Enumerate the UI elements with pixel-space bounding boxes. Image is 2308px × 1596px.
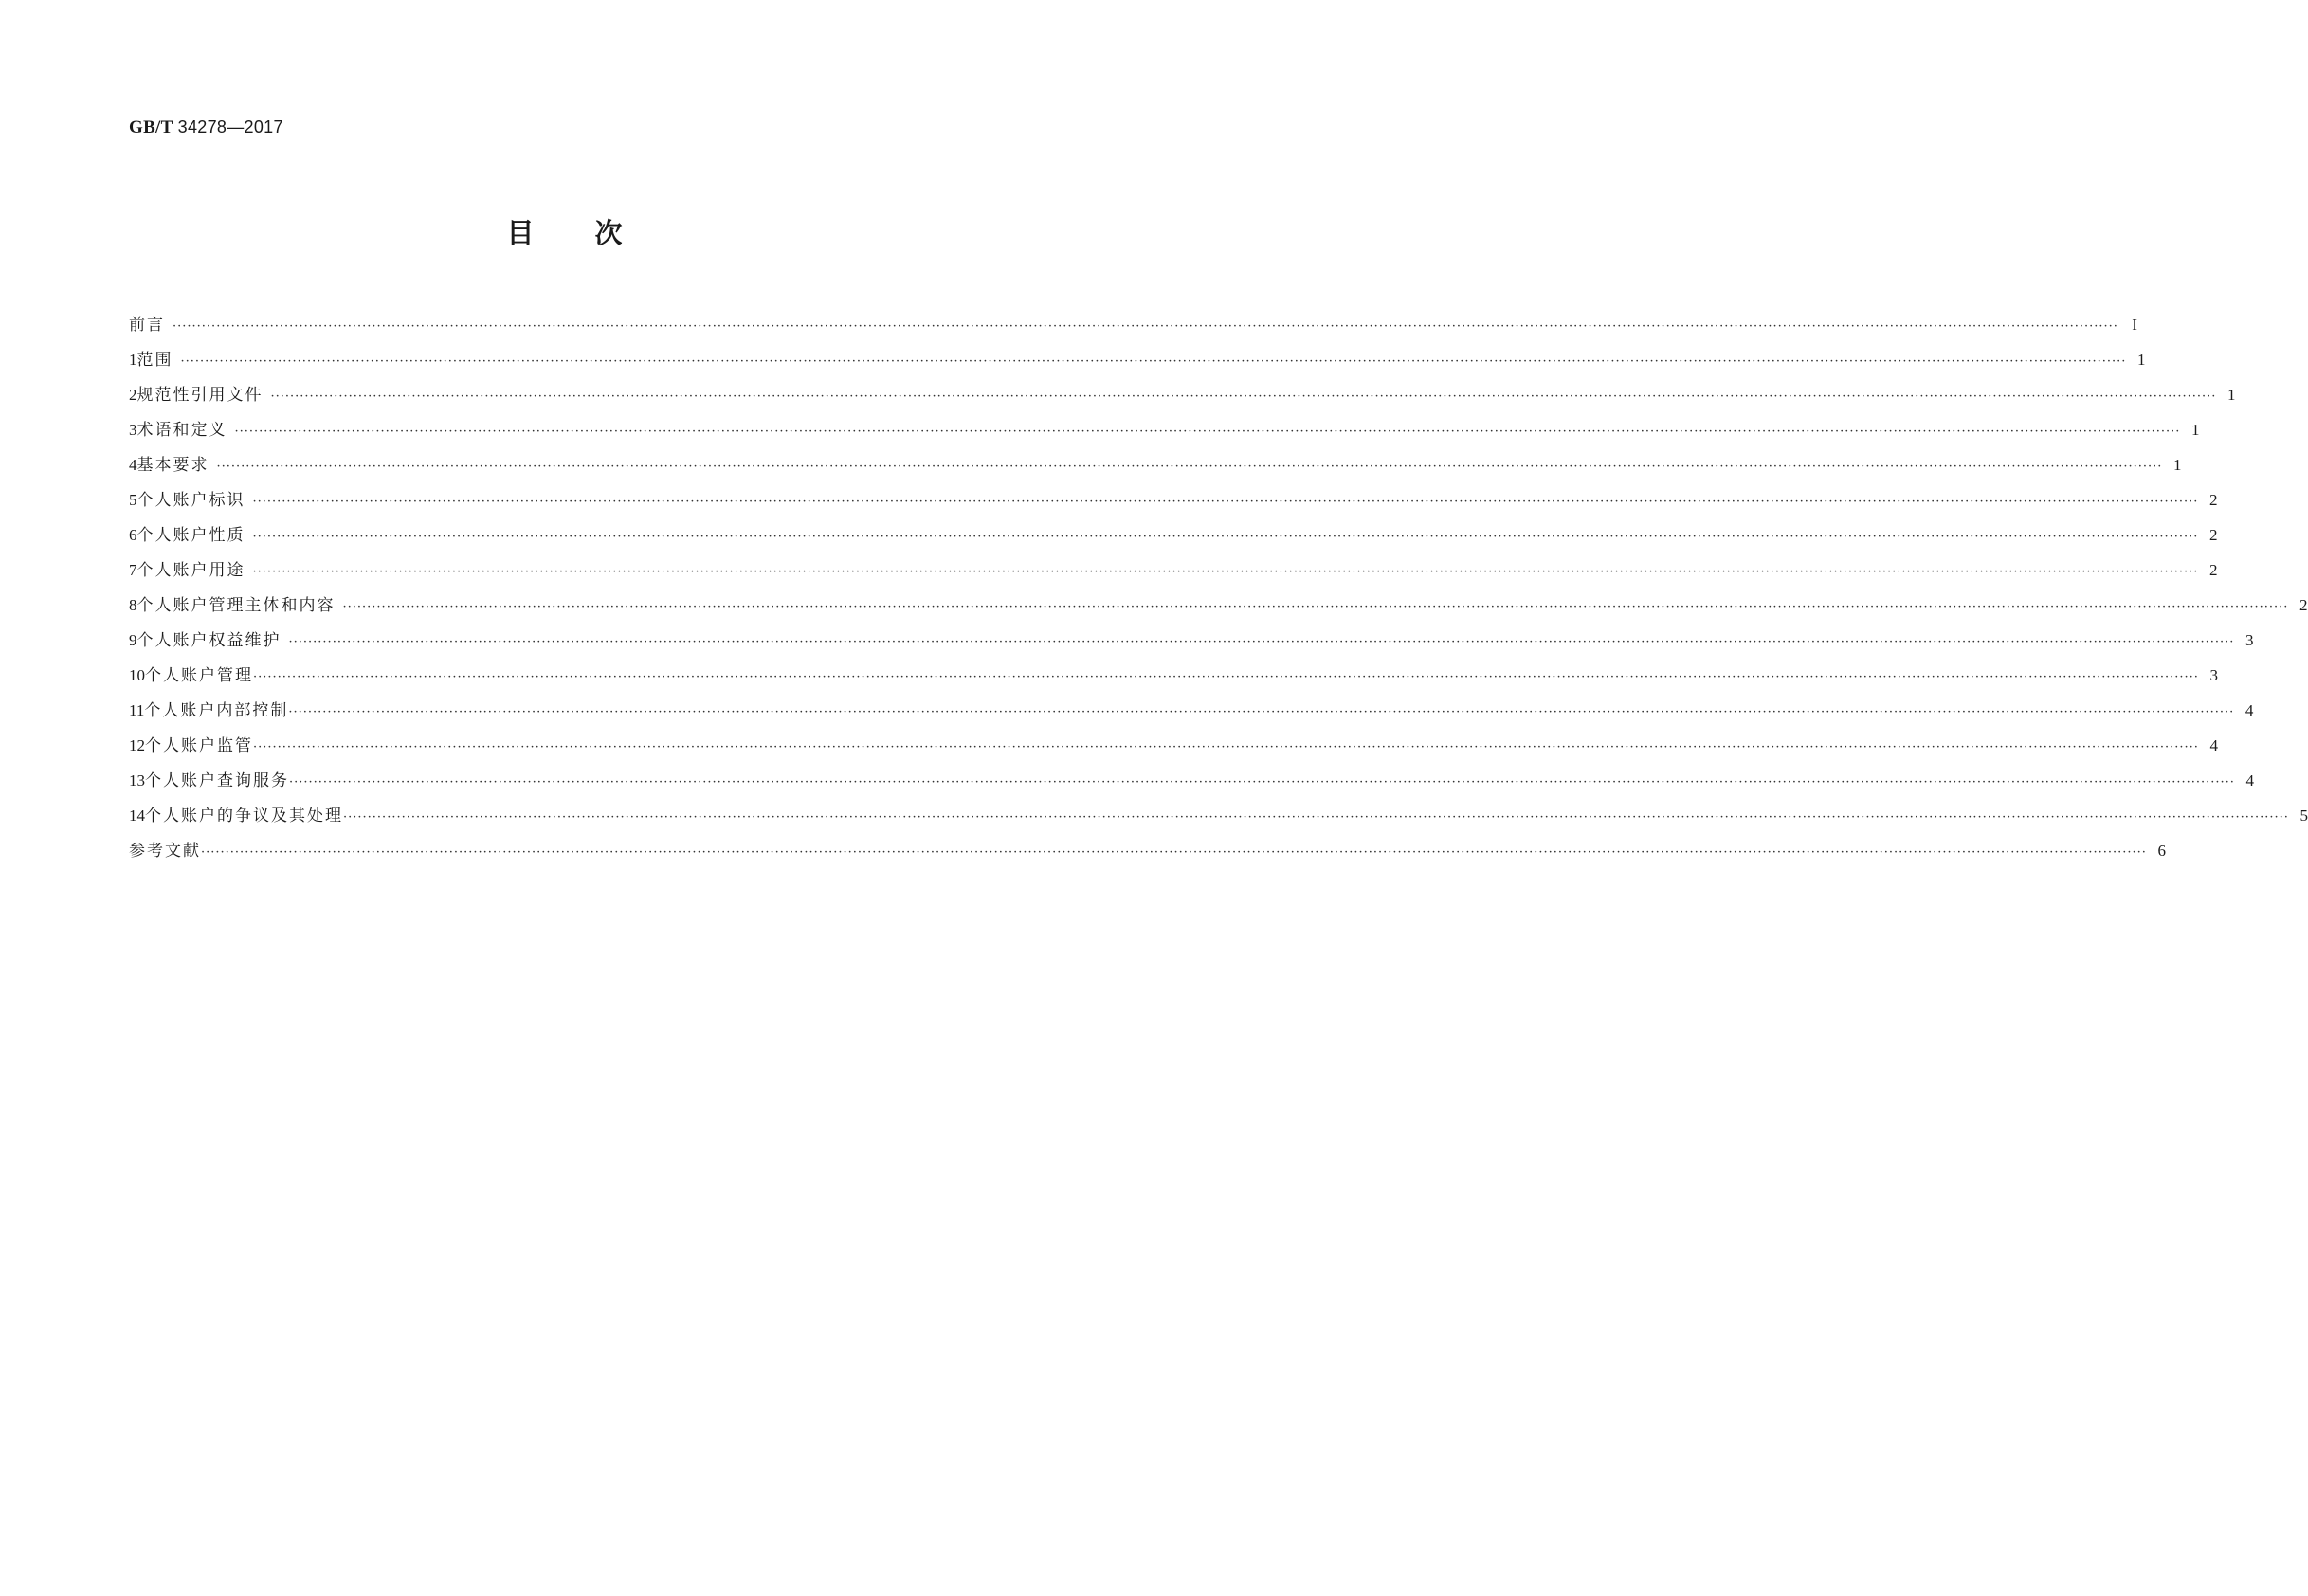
toc-entry[interactable] bbox=[129, 553, 2218, 588]
toc-entry-page: 1 bbox=[2136, 351, 2146, 369]
toc-entry-number: 6 bbox=[129, 526, 137, 544]
toc-entry[interactable] bbox=[129, 447, 2182, 482]
standard-prefix: GB/T bbox=[129, 118, 173, 137]
toc-entry[interactable] bbox=[129, 482, 2218, 517]
toc-entry-number: 12 bbox=[129, 736, 145, 754]
toc-entry-label: 个人账户权益维护 bbox=[136, 631, 282, 650]
toc-entry[interactable] bbox=[129, 658, 2218, 693]
toc-entry-page: 1 bbox=[2226, 386, 2236, 404]
toc-entry-number: 10 bbox=[129, 666, 145, 684]
toc-entry-page: 2 bbox=[2208, 526, 2218, 544]
toc-entry[interactable] bbox=[129, 377, 2236, 412]
toc-entry[interactable] bbox=[129, 342, 2146, 377]
toc-entry-page: 3 bbox=[2244, 631, 2254, 649]
toc-entry-label: 个人账户管理主体和内容 bbox=[136, 596, 336, 615]
table-of-contents bbox=[129, 307, 2308, 868]
toc-entry-label: 个人账户管理 bbox=[145, 666, 253, 685]
toc-entry-page: 3 bbox=[2209, 666, 2218, 684]
toc-entry-number: 3 bbox=[129, 421, 137, 439]
toc-entry-number: 8 bbox=[129, 596, 137, 614]
toc-entry[interactable] bbox=[129, 517, 2218, 553]
toc-entry-label: 个人账户监管 bbox=[145, 736, 253, 755]
toc-entry-number: 5 bbox=[129, 491, 137, 509]
toc-entry-number: 4 bbox=[129, 456, 137, 474]
toc-leader-dots: ················································································································································································································································································································································································································ bbox=[253, 670, 2199, 684]
toc-entry-page: 2 bbox=[2299, 596, 2308, 614]
toc-leader-dots: ················································································································································································································································································································································································································ bbox=[288, 635, 2235, 649]
toc-leader-dots: ················································································································································································································································································································································································································ bbox=[253, 740, 2199, 754]
toc-leader-dots: ················································································································································································································································································································································································································ bbox=[173, 319, 2118, 334]
toc-leader-dots: ················································································································································································································································································································································································································ bbox=[180, 354, 2127, 369]
toc-leader-dots: ················································································································································································································································································································································································································ bbox=[234, 425, 2181, 439]
toc-entry-number: 9 bbox=[129, 631, 137, 649]
toc-entry-label: 规范性引用文件 bbox=[136, 386, 264, 405]
toc-entry-label: 个人账户标识 bbox=[136, 491, 245, 510]
toc-entry[interactable] bbox=[129, 833, 2166, 868]
toc-entry-label: 个人账户内部控制 bbox=[144, 701, 289, 720]
page-title: 目次 bbox=[506, 217, 683, 249]
toc-entry-number: 13 bbox=[129, 771, 145, 789]
toc-entry-label: 基本要求 bbox=[136, 456, 209, 475]
toc-entry-label: 个人账户查询服务 bbox=[145, 771, 289, 790]
toc-entry[interactable] bbox=[129, 588, 2308, 623]
toc-entry-page: 4 bbox=[2245, 771, 2254, 789]
toc-entry-page: 2 bbox=[2208, 491, 2218, 509]
toc-entry[interactable] bbox=[129, 307, 2137, 342]
toc-leader-dots: ················································································································································································································································································································································································································ bbox=[201, 845, 2147, 860]
toc-entry[interactable] bbox=[129, 798, 2308, 833]
toc-entry[interactable] bbox=[129, 763, 2254, 798]
toc-entry-page: 2 bbox=[2208, 561, 2218, 579]
toc-leader-dots: ················································································································································································································································································································································································································ bbox=[252, 565, 2199, 579]
toc-entry[interactable] bbox=[129, 623, 2254, 658]
toc-entry-page: 1 bbox=[2190, 421, 2200, 439]
toc-leader-dots: ················································································································································································································································································································································································································ bbox=[252, 495, 2199, 509]
toc-entry-number: 14 bbox=[129, 807, 145, 825]
toc-entry[interactable] bbox=[129, 412, 2200, 447]
toc-entry-page: 4 bbox=[2209, 736, 2218, 754]
toc-leader-dots: ················································································································································································································································································································································································································ bbox=[252, 530, 2199, 544]
toc-entry-label: 个人账户性质 bbox=[136, 526, 245, 545]
standard-number: 34278—2017 bbox=[177, 118, 283, 136]
toc-entry-label: 范围 bbox=[136, 351, 173, 370]
toc-entry-number: 7 bbox=[129, 561, 137, 579]
toc-entry[interactable] bbox=[129, 693, 2254, 728]
toc-leader-dots: ················································································································································································································································································································································································································ bbox=[289, 775, 2235, 789]
toc-entry-page: 6 bbox=[2157, 842, 2166, 860]
toc-leader-dots: ················································································································································································································································································································································································································ bbox=[343, 810, 2289, 825]
toc-entry-label: 个人账户的争议及其处理 bbox=[145, 807, 343, 825]
toc-entry-number: 11 bbox=[129, 701, 145, 719]
toc-entry[interactable] bbox=[129, 728, 2218, 763]
toc-leader-dots: ················································································································································································································································································································································································································ bbox=[270, 390, 2217, 404]
toc-entry-page: 1 bbox=[2172, 456, 2182, 474]
standard-code bbox=[129, 118, 283, 138]
toc-entry-page: 5 bbox=[2299, 807, 2308, 825]
toc-entry-number: 2 bbox=[129, 386, 137, 404]
toc-entry-label: 参考文献 bbox=[129, 842, 201, 861]
toc-entry-page: 4 bbox=[2244, 701, 2254, 719]
toc-leader-dots: ················································································································································································································································································································································································································ bbox=[216, 460, 2163, 474]
toc-entry-label: 个人账户用途 bbox=[136, 561, 245, 580]
toc-entry-page: I bbox=[2132, 316, 2137, 334]
toc-entry-label: 术语和定义 bbox=[136, 421, 227, 440]
toc-entry-label: 前言 bbox=[129, 316, 165, 335]
toc-entry-number: 1 bbox=[129, 351, 137, 369]
toc-leader-dots: ················································································································································································································································································································································································································ bbox=[342, 600, 2289, 614]
toc-leader-dots: ················································································································································································································································································································································································································ bbox=[288, 705, 2235, 719]
